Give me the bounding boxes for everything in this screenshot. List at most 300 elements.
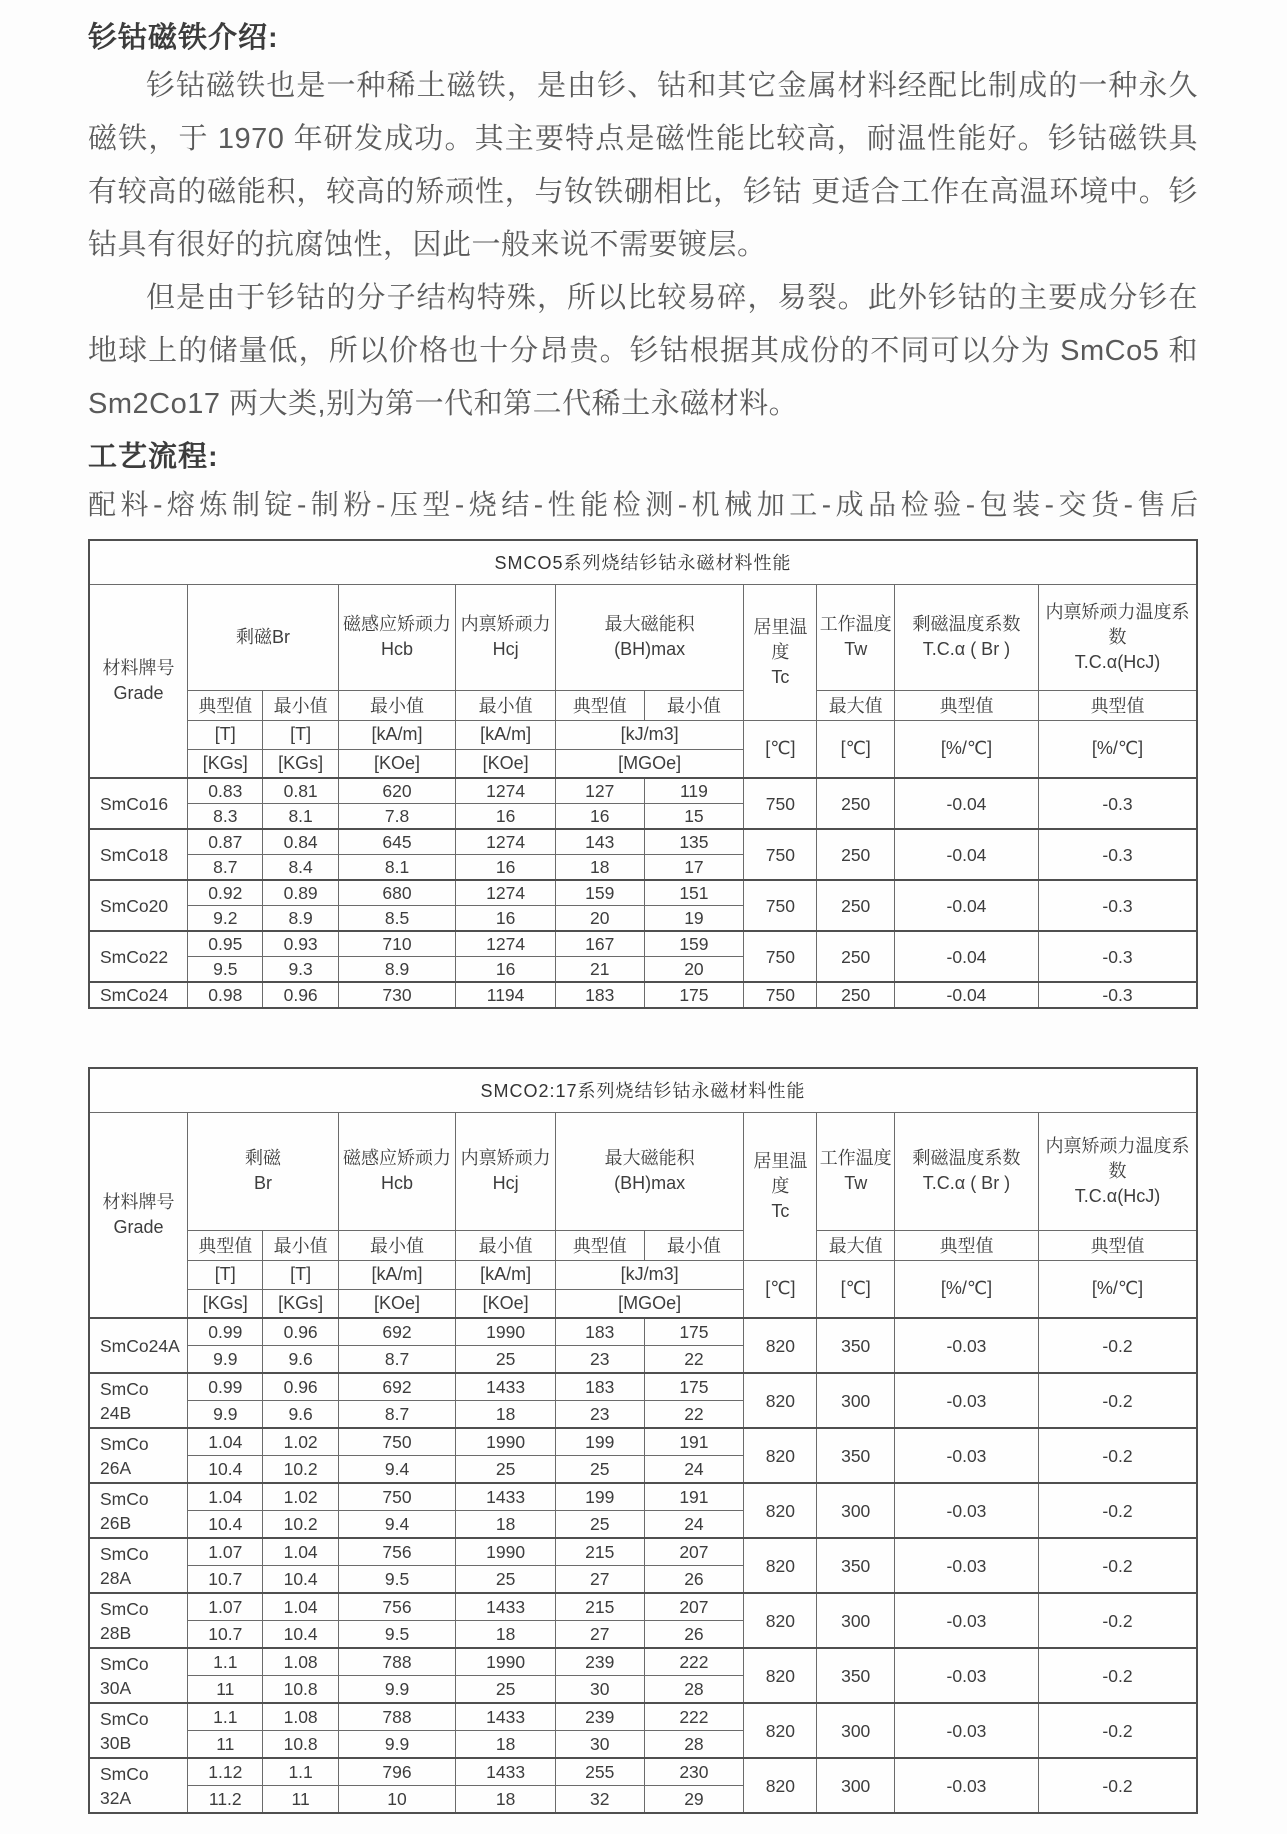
- value-cell: 0.83: [188, 778, 263, 804]
- grade-cell: SmCo 26A: [89, 1428, 188, 1483]
- unit-cell: [T]: [188, 720, 263, 749]
- table-row: [89, 778, 1197, 804]
- value-cell: 18: [456, 1511, 556, 1539]
- header-line-2: T.C.α(HcJ): [1074, 651, 1161, 672]
- value-cell: 1990: [456, 1318, 556, 1346]
- table-row: [89, 880, 1197, 906]
- value-cell: 11: [188, 1676, 263, 1704]
- value-cell: 9.5: [188, 957, 263, 983]
- subheader-cell: 最小值: [338, 1230, 455, 1260]
- value-cell: 20: [555, 906, 644, 932]
- header-line-2: Br: [253, 1173, 272, 1193]
- value-cell: 0.89: [263, 880, 338, 906]
- value-cell: 820: [744, 1648, 817, 1703]
- subheader-cell: 典型值: [555, 690, 644, 720]
- value-cell: -0.2: [1039, 1703, 1198, 1758]
- value-cell: 27: [555, 1621, 644, 1649]
- unit-cell: [KGs]: [188, 1289, 263, 1318]
- col-header-hcb: [338, 584, 455, 690]
- value-cell: 135: [644, 829, 744, 855]
- smco5-spec-table: [88, 539, 1198, 1009]
- value-cell: 750: [744, 880, 817, 931]
- table-row: [89, 1318, 1197, 1346]
- value-cell: 9.4: [338, 1511, 455, 1539]
- value-cell: 10.4: [263, 1621, 338, 1649]
- value-cell: 1433: [456, 1703, 556, 1731]
- subheader-cell: 典型值: [188, 1230, 263, 1260]
- header-line-1: 居里温度: [753, 1150, 808, 1196]
- subheader-cell: 典型值: [555, 1230, 644, 1260]
- value-cell: 8.7: [338, 1346, 455, 1374]
- header-line-1: 工作温度: [819, 1148, 892, 1168]
- value-cell: 167: [555, 931, 644, 957]
- value-cell: -0.04: [894, 982, 1038, 1008]
- value-cell: 820: [744, 1483, 817, 1538]
- value-cell: 30: [555, 1676, 644, 1704]
- value-cell: 18: [456, 1731, 556, 1759]
- value-cell: 820: [744, 1758, 817, 1813]
- value-cell: -0.2: [1039, 1648, 1198, 1703]
- header-line-1: 磁感应矫顽力: [343, 1148, 452, 1168]
- value-cell: 21: [555, 957, 644, 983]
- unit-cell: [kJ/m3]: [555, 720, 743, 749]
- unit-cell: [T]: [188, 1260, 263, 1289]
- value-cell: 756: [338, 1538, 455, 1566]
- value-cell: 8.9: [338, 957, 455, 983]
- grade-cell: SmCo18: [89, 829, 188, 880]
- col-header-bhmax: [555, 1112, 743, 1230]
- value-cell: 16: [456, 906, 556, 932]
- grade-cell: SmCo 28B: [89, 1593, 188, 1648]
- subheader-cell: 最小值: [263, 690, 338, 720]
- value-cell: 9.3: [263, 957, 338, 983]
- grade-cell: SmCo 24B: [89, 1373, 188, 1428]
- value-cell: 750: [338, 1483, 455, 1511]
- grade-cell: SmCo 30A: [89, 1648, 188, 1703]
- unit-cell: [KGs]: [263, 1289, 338, 1318]
- value-cell: -0.2: [1039, 1318, 1198, 1373]
- value-cell: 207: [644, 1538, 744, 1566]
- value-cell: 620: [338, 778, 455, 804]
- grade-cell: SmCo24A: [89, 1318, 188, 1373]
- value-cell: -0.3: [1039, 880, 1198, 931]
- value-cell: 9.6: [263, 1401, 338, 1429]
- col-header-tc: [744, 584, 817, 720]
- header-line-1: 内禀矫顽力: [460, 614, 551, 634]
- value-cell: 222: [644, 1703, 744, 1731]
- value-cell: 0.92: [188, 880, 263, 906]
- value-cell: 1.07: [188, 1538, 263, 1566]
- table-units-row: [89, 1260, 1197, 1289]
- table-header-row: [89, 584, 1197, 690]
- value-cell: 24: [644, 1511, 744, 1539]
- value-cell: 1.1: [188, 1648, 263, 1676]
- value-cell: 25: [456, 1676, 556, 1704]
- value-cell: -0.03: [894, 1703, 1038, 1758]
- col-header-tca-hcj: [1039, 584, 1198, 690]
- value-cell: 1.04: [263, 1593, 338, 1621]
- value-cell: 28: [644, 1731, 744, 1759]
- value-cell: -0.3: [1039, 829, 1198, 880]
- value-cell: 300: [817, 1703, 895, 1758]
- value-cell: 1990: [456, 1428, 556, 1456]
- unit-cell: [T]: [263, 720, 338, 749]
- header-line-2: T.C.α(HcJ): [1074, 1185, 1161, 1206]
- value-cell: 10.8: [263, 1731, 338, 1759]
- value-cell: 1.08: [263, 1648, 338, 1676]
- table-title-row: [89, 1068, 1197, 1112]
- col-header-tw: [817, 584, 895, 690]
- value-cell: 1.04: [188, 1483, 263, 1511]
- subheader-cell: 最小值: [263, 1230, 338, 1260]
- value-cell: 239: [555, 1648, 644, 1676]
- value-cell: 24: [644, 1456, 744, 1484]
- unit-cell: [kA/m]: [338, 1260, 455, 1289]
- col-header-bhmax: [555, 584, 743, 690]
- value-cell: 183: [555, 982, 644, 1008]
- unit-cell: [℃]: [817, 720, 895, 778]
- value-cell: 1.02: [263, 1483, 338, 1511]
- table-row: [89, 1703, 1197, 1731]
- value-cell: 10.2: [263, 1456, 338, 1484]
- value-cell: 9.9: [338, 1676, 455, 1704]
- table-units-row: [89, 720, 1197, 749]
- value-cell: 9.5: [338, 1621, 455, 1649]
- value-cell: 750: [744, 931, 817, 982]
- value-cell: 16: [555, 804, 644, 830]
- header-line-1: 剩磁: [244, 1148, 281, 1168]
- value-cell: 250: [817, 778, 895, 829]
- value-cell: -0.04: [894, 880, 1038, 931]
- value-cell: -0.04: [894, 778, 1038, 829]
- value-cell: 159: [644, 931, 744, 957]
- value-cell: 0.96: [263, 982, 338, 1008]
- intro-heading: 钐钴磁铁介绍:: [88, 22, 279, 54]
- col-header-tc: [744, 1112, 817, 1260]
- value-cell: 26: [644, 1566, 744, 1594]
- header-line-1: 磁感应矫顽力: [343, 614, 452, 634]
- header-line-1: 剩磁温度系数: [912, 1148, 1021, 1168]
- process-flow-text: 配料-熔炼制锭-制粉-压型-烧结-性能检测-机械加工-成品检验-包装-交货-售后: [88, 489, 1198, 520]
- value-cell: 300: [817, 1483, 895, 1538]
- value-cell: 10: [338, 1786, 455, 1814]
- value-cell: 750: [744, 829, 817, 880]
- value-cell: 750: [338, 1428, 455, 1456]
- value-cell: 1990: [456, 1538, 556, 1566]
- header-line-2: Tc: [771, 666, 790, 687]
- table-row: [89, 1428, 1197, 1456]
- value-cell: 175: [644, 1373, 744, 1401]
- header-line-1: 剩磁温度系数: [912, 614, 1021, 634]
- value-cell: -0.2: [1039, 1593, 1198, 1648]
- header-line-1: 内禀矫顽力: [460, 1148, 551, 1168]
- subheader-cell: 最小值: [338, 690, 455, 720]
- grade-cell: SmCo24: [89, 982, 188, 1008]
- subheader-cell: 最大值: [817, 1230, 895, 1260]
- value-cell: 27: [555, 1566, 644, 1594]
- value-cell: 350: [817, 1538, 895, 1593]
- value-cell: -0.2: [1039, 1428, 1198, 1483]
- value-cell: 788: [338, 1648, 455, 1676]
- unit-cell: [%/℃]: [894, 1260, 1038, 1318]
- value-cell: -0.03: [894, 1483, 1038, 1538]
- value-cell: 750: [744, 982, 817, 1008]
- value-cell: 25: [555, 1456, 644, 1484]
- header-line-2: T.C.α ( Br ): [922, 639, 1011, 659]
- subheader-cell: 最小值: [644, 690, 744, 720]
- value-cell: 16: [456, 957, 556, 983]
- value-cell: 692: [338, 1373, 455, 1401]
- subheader-cell: 最小值: [456, 690, 556, 720]
- unit-cell: [KGs]: [263, 749, 338, 778]
- header-line-1: 工作温度: [819, 614, 892, 634]
- value-cell: 0.81: [263, 778, 338, 804]
- grade-cell: SmCo 32A: [89, 1758, 188, 1813]
- subheader-cell: 典型值: [188, 690, 263, 720]
- col-header-hcj: [456, 1112, 556, 1230]
- value-cell: -0.03: [894, 1318, 1038, 1373]
- value-cell: 19: [644, 906, 744, 932]
- value-cell: 350: [817, 1428, 895, 1483]
- value-cell: 710: [338, 931, 455, 957]
- value-cell: 9.9: [188, 1401, 263, 1429]
- header-line-2: Tw: [844, 1173, 868, 1193]
- value-cell: 350: [817, 1648, 895, 1703]
- value-cell: 250: [817, 880, 895, 931]
- unit-cell: [KGs]: [188, 749, 263, 778]
- grade-cell: SmCo 28A: [89, 1538, 188, 1593]
- value-cell: -0.03: [894, 1538, 1038, 1593]
- value-cell: 1.02: [263, 1428, 338, 1456]
- header-line-1: 最大磁能积: [604, 614, 695, 634]
- header-line-1: 材料牌号: [102, 657, 175, 678]
- value-cell: 207: [644, 1593, 744, 1621]
- value-cell: -0.04: [894, 931, 1038, 982]
- value-cell: 8.5: [338, 906, 455, 932]
- value-cell: 1274: [456, 778, 556, 804]
- value-cell: -0.3: [1039, 778, 1198, 829]
- header-line-2: Grade: [113, 682, 164, 703]
- value-cell: 788: [338, 1703, 455, 1731]
- value-cell: 796: [338, 1758, 455, 1786]
- value-cell: 23: [555, 1346, 644, 1374]
- table-row: [89, 931, 1197, 957]
- value-cell: 9.2: [188, 906, 263, 932]
- value-cell: 175: [644, 1318, 744, 1346]
- value-cell: 1274: [456, 931, 556, 957]
- unit-cell: [℃]: [744, 1260, 817, 1318]
- value-cell: 1.04: [188, 1428, 263, 1456]
- table-row: [89, 1483, 1197, 1511]
- value-cell: 191: [644, 1428, 744, 1456]
- value-cell: 0.99: [188, 1318, 263, 1346]
- table-header-row: [89, 1112, 1197, 1230]
- value-cell: 730: [338, 982, 455, 1008]
- value-cell: 10.4: [188, 1456, 263, 1484]
- value-cell: 22: [644, 1346, 744, 1374]
- subheader-cell: 典型值: [894, 690, 1038, 720]
- value-cell: 8.4: [263, 855, 338, 881]
- grade-cell: SmCo 30B: [89, 1703, 188, 1758]
- table-row: [89, 1538, 1197, 1566]
- value-cell: 11: [188, 1731, 263, 1759]
- value-cell: 17: [644, 855, 744, 881]
- value-cell: -0.2: [1039, 1758, 1198, 1813]
- value-cell: 9.6: [263, 1346, 338, 1374]
- table-row: [89, 1648, 1197, 1676]
- unit-cell: [KOe]: [338, 1289, 455, 1318]
- value-cell: 820: [744, 1593, 817, 1648]
- col-header-tw: [817, 1112, 895, 1230]
- unit-cell: [KOe]: [456, 1289, 556, 1318]
- value-cell: 119: [644, 778, 744, 804]
- value-cell: 18: [456, 1786, 556, 1814]
- value-cell: 25: [456, 1456, 556, 1484]
- value-cell: 191: [644, 1483, 744, 1511]
- header-line-1: 剩磁Br: [235, 626, 290, 647]
- value-cell: 9.5: [338, 1566, 455, 1594]
- value-cell: 1.08: [263, 1703, 338, 1731]
- value-cell: 10.8: [263, 1676, 338, 1704]
- unit-cell: [MGOe]: [555, 749, 743, 778]
- value-cell: -0.03: [894, 1373, 1038, 1428]
- unit-cell: [kA/m]: [338, 720, 455, 749]
- value-cell: 183: [555, 1373, 644, 1401]
- header-line-2: T.C.α ( Br ): [922, 1173, 1011, 1193]
- value-cell: 820: [744, 1318, 817, 1373]
- value-cell: 1274: [456, 829, 556, 855]
- header-line-1: 内禀矫顽力温度系数: [1045, 601, 1190, 647]
- value-cell: -0.2: [1039, 1483, 1198, 1538]
- value-cell: 143: [555, 829, 644, 855]
- value-cell: -0.03: [894, 1593, 1038, 1648]
- value-cell: 239: [555, 1703, 644, 1731]
- grade-cell: SmCo16: [89, 778, 188, 829]
- subheader-cell: 典型值: [1039, 690, 1198, 720]
- header-line-2: Tw: [844, 639, 868, 659]
- grade-cell: SmCo20: [89, 880, 188, 931]
- col-header-tca-hcj: [1039, 1112, 1198, 1230]
- value-cell: 26: [644, 1621, 744, 1649]
- value-cell: 11: [263, 1786, 338, 1814]
- col-header-br: [188, 584, 339, 690]
- subheader-cell: 典型值: [894, 1230, 1038, 1260]
- table-subheader-row: [89, 690, 1197, 720]
- value-cell: 8.7: [188, 855, 263, 881]
- table-subheader-row: [89, 1230, 1197, 1260]
- value-cell: 1433: [456, 1373, 556, 1401]
- process-heading: 工艺流程:: [88, 441, 219, 473]
- value-cell: 0.87: [188, 829, 263, 855]
- value-cell: -0.2: [1039, 1538, 1198, 1593]
- unit-cell: [KOe]: [456, 749, 556, 778]
- value-cell: 215: [555, 1593, 644, 1621]
- value-cell: 645: [338, 829, 455, 855]
- value-cell: 18: [456, 1621, 556, 1649]
- value-cell: 7.8: [338, 804, 455, 830]
- value-cell: -0.03: [894, 1648, 1038, 1703]
- smco217-spec-table: [88, 1067, 1198, 1814]
- value-cell: 300: [817, 1593, 895, 1648]
- value-cell: 18: [456, 1401, 556, 1429]
- unit-cell: [%/℃]: [894, 720, 1038, 778]
- unit-cell: [T]: [263, 1260, 338, 1289]
- value-cell: 0.96: [263, 1318, 338, 1346]
- table-row: [89, 1758, 1197, 1786]
- table-row: [89, 1593, 1197, 1621]
- value-cell: 25: [456, 1346, 556, 1374]
- col-header-grade: [89, 584, 188, 778]
- value-cell: 183: [555, 1318, 644, 1346]
- value-cell: 222: [644, 1648, 744, 1676]
- table-title: SMCO5系列烧结钐钴永磁材料性能: [89, 540, 1197, 584]
- value-cell: 11.2: [188, 1786, 263, 1814]
- value-cell: 250: [817, 982, 895, 1008]
- unit-cell: [kA/m]: [456, 1260, 556, 1289]
- unit-cell: [%/℃]: [1039, 720, 1198, 778]
- grade-cell: SmCo22: [89, 931, 188, 982]
- value-cell: 8.9: [263, 906, 338, 932]
- header-line-2: Hcb: [381, 1173, 414, 1193]
- header-line-2: Hcj: [492, 1173, 519, 1193]
- table-title: SMCO2:17系列烧结钐钴永磁材料性能: [89, 1068, 1197, 1112]
- value-cell: 16: [456, 804, 556, 830]
- value-cell: 0.93: [263, 931, 338, 957]
- value-cell: 10.7: [188, 1566, 263, 1594]
- value-cell: -0.04: [894, 829, 1038, 880]
- header-line-1: 材料牌号: [102, 1191, 175, 1212]
- value-cell: 300: [817, 1758, 895, 1813]
- value-cell: 1433: [456, 1758, 556, 1786]
- value-cell: 820: [744, 1428, 817, 1483]
- value-cell: 16: [456, 855, 556, 881]
- col-header-br: [188, 1112, 339, 1230]
- subheader-cell: 最小值: [456, 1230, 556, 1260]
- value-cell: 1433: [456, 1593, 556, 1621]
- value-cell: 820: [744, 1373, 817, 1428]
- value-cell: 820: [744, 1703, 817, 1758]
- value-cell: 250: [817, 829, 895, 880]
- value-cell: 159: [555, 880, 644, 906]
- value-cell: 29: [644, 1786, 744, 1814]
- header-line-1: 内禀矫顽力温度系数: [1045, 1135, 1190, 1181]
- value-cell: 300: [817, 1373, 895, 1428]
- unit-cell: [kJ/m3]: [555, 1260, 743, 1289]
- value-cell: 22: [644, 1401, 744, 1429]
- value-cell: 25: [555, 1511, 644, 1539]
- value-cell: 199: [555, 1483, 644, 1511]
- col-header-hcb: [338, 1112, 455, 1230]
- value-cell: 28: [644, 1676, 744, 1704]
- header-line-1: 最大磁能积: [604, 1148, 695, 1168]
- value-cell: 0.96: [263, 1373, 338, 1401]
- value-cell: 230: [644, 1758, 744, 1786]
- value-cell: 32: [555, 1786, 644, 1814]
- value-cell: 1433: [456, 1483, 556, 1511]
- value-cell: 750: [744, 778, 817, 829]
- value-cell: 680: [338, 880, 455, 906]
- subheader-cell: 最大值: [817, 690, 895, 720]
- value-cell: 199: [555, 1428, 644, 1456]
- table-row: [89, 1373, 1197, 1401]
- value-cell: 1.1: [263, 1758, 338, 1786]
- table-row: [89, 982, 1197, 1008]
- col-header-hcj: [456, 584, 556, 690]
- unit-cell: [MGOe]: [555, 1289, 743, 1318]
- header-line-2: (BH)max: [614, 639, 686, 659]
- value-cell: 10.4: [263, 1566, 338, 1594]
- value-cell: 23: [555, 1401, 644, 1429]
